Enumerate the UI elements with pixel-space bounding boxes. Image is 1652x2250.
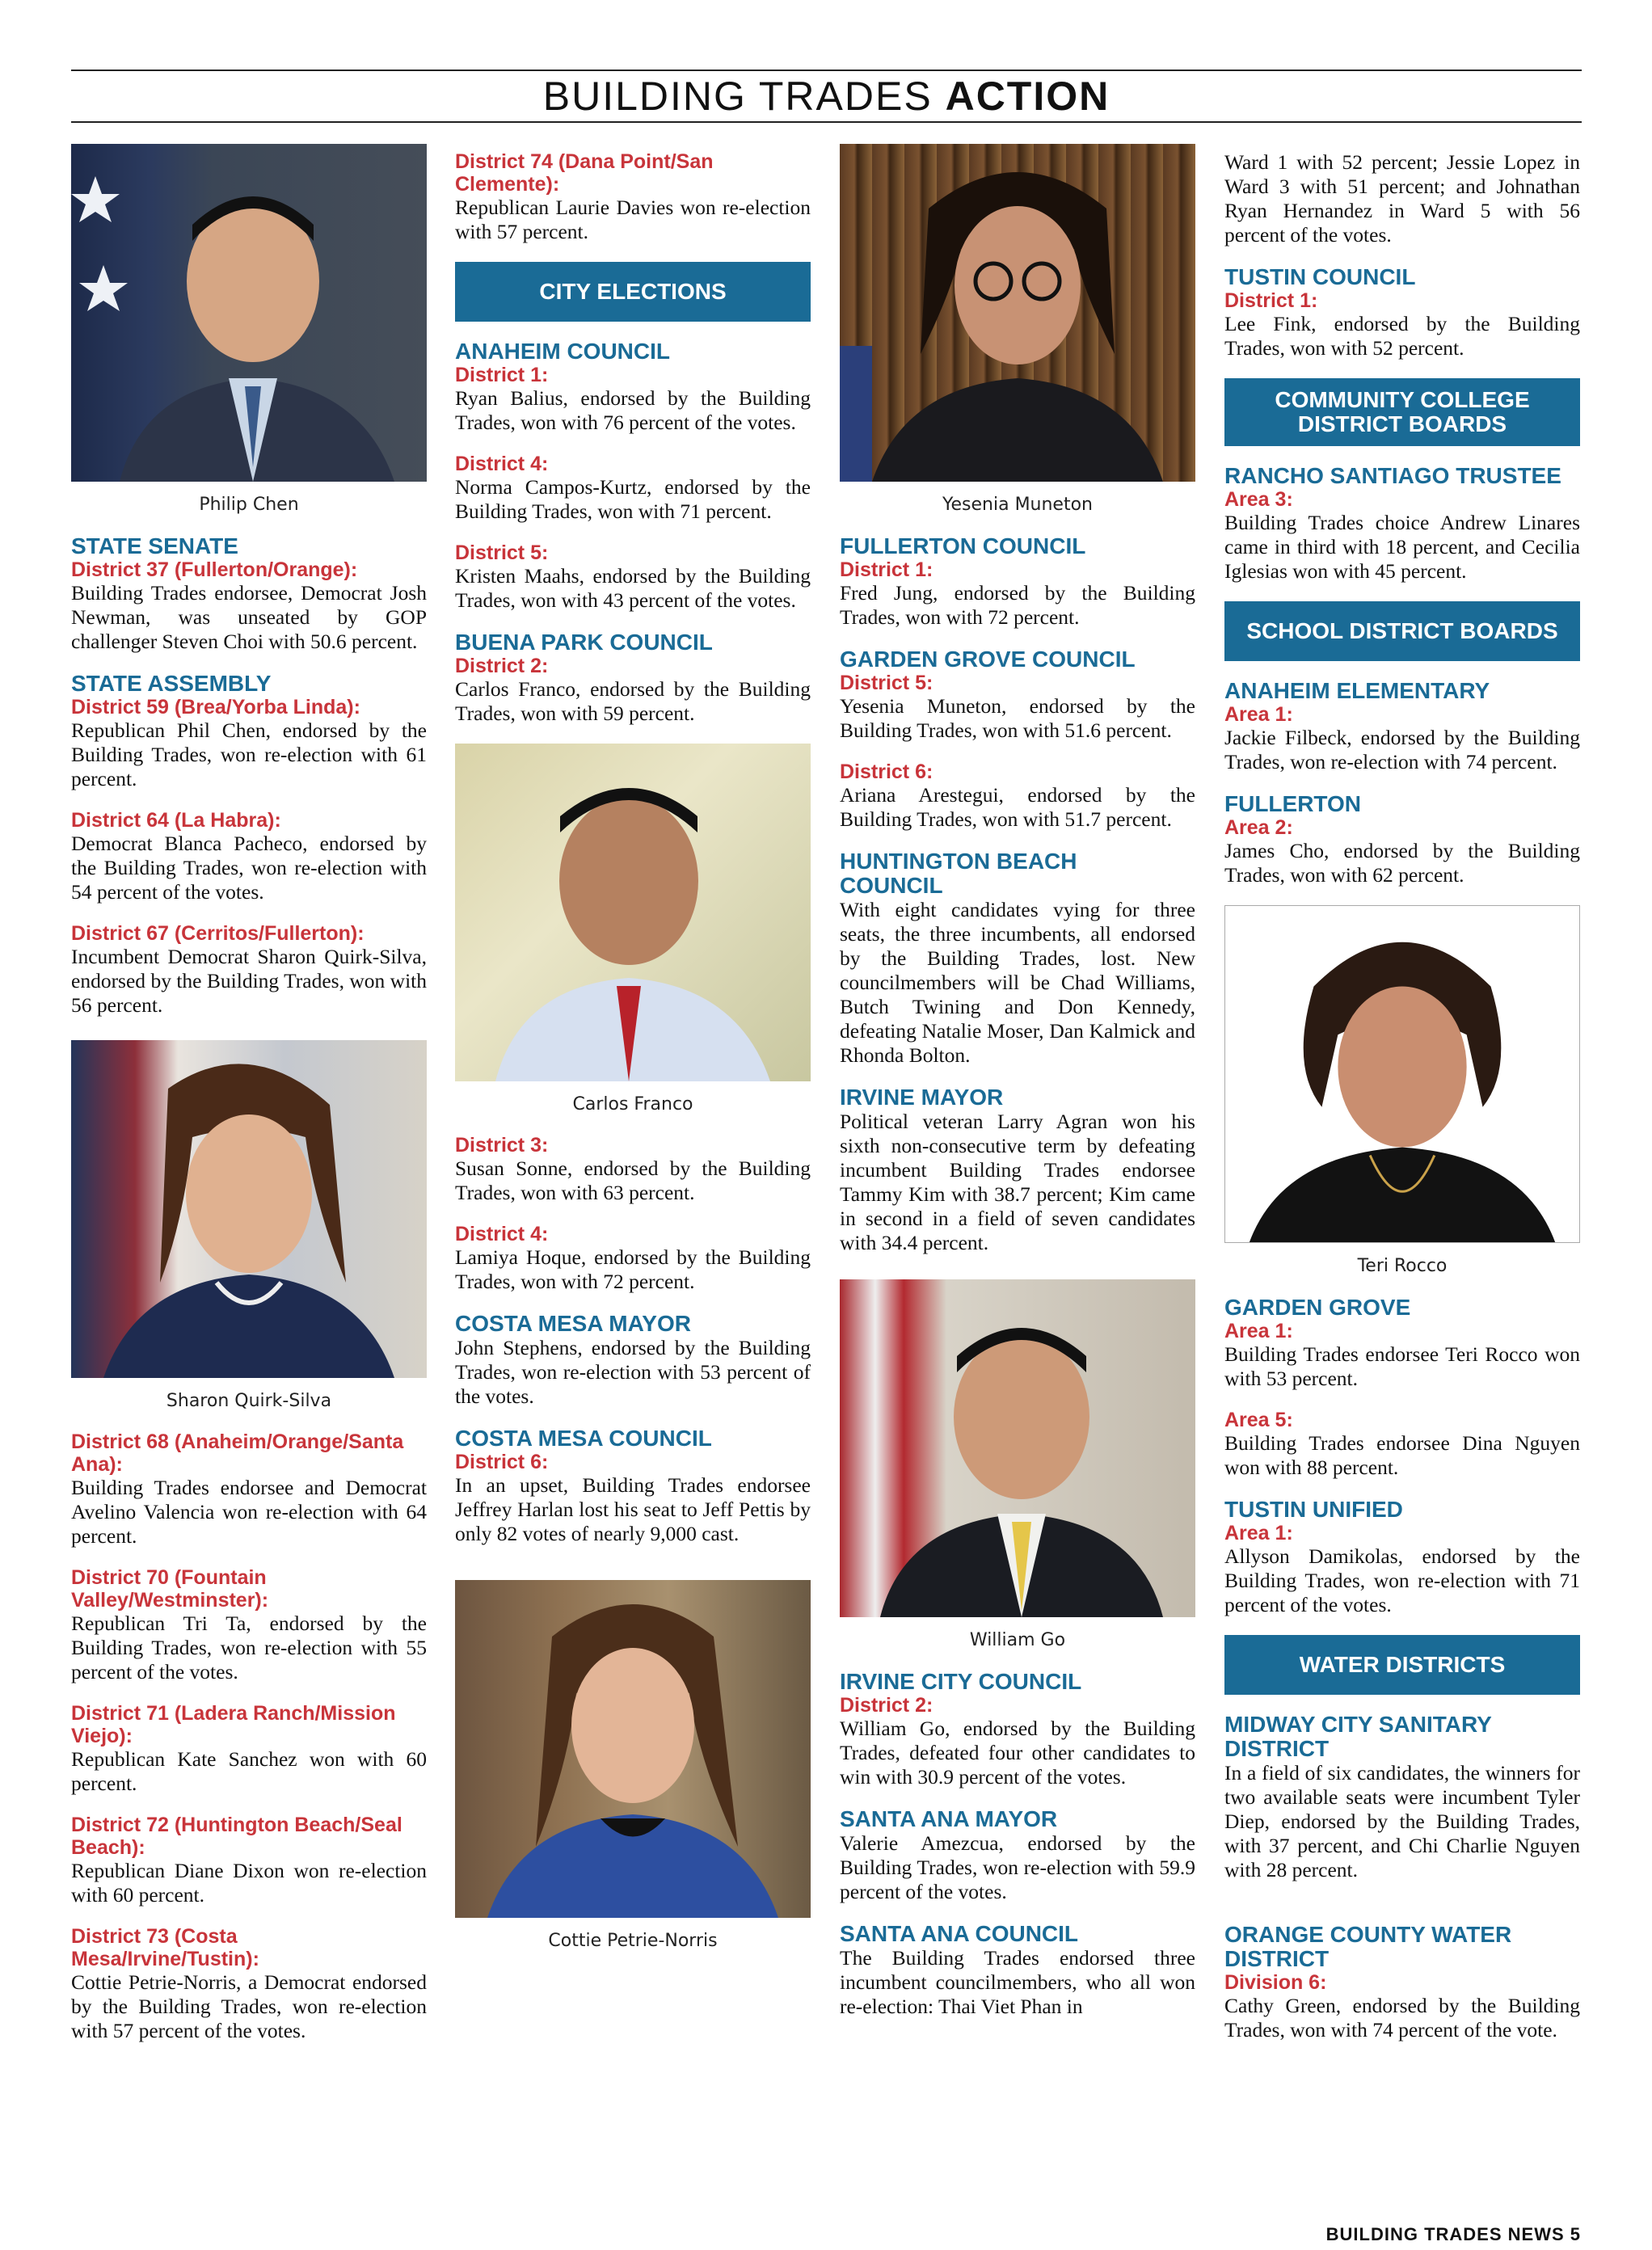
text-santa-ana-council-cont: Ward 1 with 52 percent; Jessie Lopez in Ward 3 with 51 percent; and Johnathan Ryan Hernandez in Ward 5 with 56 percent of the votes. (1224, 150, 1580, 246)
subheading-ae-a1: Area 1: (1224, 703, 1293, 726)
text-fullerton-a2: James Cho, endorsed by the Building Trades, won with 62 percent. (1224, 839, 1580, 887)
text-gg-d6: Ariana Arestegui, endorsed by the Building Trades, won with 51.7 percent. (840, 783, 1195, 831)
heading-garden-grove-school: GARDEN GROVE (1224, 1295, 1411, 1320)
text-buena-d4: Lamiya Hoque, endorsed by the Building Trades, won with 72 percent. (455, 1245, 811, 1293)
text-buena-d2: Carlos Franco, endorsed by the Building Trades, won with 59 percent. (455, 677, 811, 725)
subheading-d59: District 59 (Brea/Yorba Linda): (71, 696, 360, 718)
subheading-anaheim-d4: District 4: (455, 453, 549, 475)
text-anaheim-d5: Kristen Maahs, endorsed by the Building Trades, won with 43 percent of the votes. (455, 564, 811, 612)
text-d67: Incumbent Democrat Sharon Quirk-Silva, endorsed by the Building Trades, won with 56 percent. (71, 945, 427, 1017)
heading-garden-grove-council: GARDEN GROVE COUNCIL (840, 647, 1136, 672)
subheading-d70: District 70 (Fountain Valley/Westminster): (71, 1566, 269, 1612)
band-water-districts: WATER DISTRICTS (1224, 1635, 1580, 1695)
title-bold: ACTION (945, 74, 1110, 119)
caption-teri-rocco: Teri Rocco (1357, 1256, 1448, 1276)
heading-rancho-santiago: RANCHO SANTIAGO TRUSTEE (1224, 463, 1561, 488)
band-city-elections: CITY ELECTIONS (455, 262, 811, 322)
text-gg-a1: Building Trades endorsee Teri Rocco won with 53 percent. (1224, 1342, 1580, 1390)
text-d68: Building Trades endorsee and Democrat Avelino Valencia won re-election with 64 percent. (71, 1476, 427, 1548)
subheading-irvine-d2: District 2: (840, 1694, 933, 1717)
column-2 (455, 150, 811, 1970)
text-gg-a5: Building Trades endorsee Dina Nguyen won with 88 percent. (1224, 1431, 1580, 1479)
photo-sharon-quirk-silva (71, 1040, 427, 1378)
subheading-d72: District 72 (Huntington Beach/Seal Beach): (71, 1814, 402, 1859)
photo-william-go (840, 1279, 1195, 1617)
photo-carlos-franco (455, 744, 811, 1081)
subheading-gg-a5: Area 5: (1224, 1409, 1293, 1431)
subheading-d73: District 73 (Costa Mesa/Irvine/Tustin): (71, 1925, 259, 1970)
text-d64: Democrat Blanca Pacheco, endorsed by the Building Trades, won re-election with 54 percent of the votes. (71, 832, 427, 904)
text-santa-ana-mayor: Valerie Amezcua, endorsed by the Building Trades, won re-election with 59.9 percent of the votes. (840, 1831, 1195, 1903)
subheading-d64: District 64 (La Habra): (71, 809, 281, 832)
subheading-fullerton-a2: Area 2: (1224, 816, 1293, 839)
column-3 (840, 144, 1195, 2037)
heading-tustin-council: TUSTIN COUNCIL (1224, 264, 1416, 289)
text-costa-mesa-d6: In an upset, Building Trades endorsee Jeffrey Harlan lost his seat to Jeff Pettis by only 82 votes of nearly 9,000 cast. (455, 1473, 811, 1545)
subheading-rancho-a3: Area 3: (1224, 488, 1293, 511)
heading-fullerton-council: FULLERTON COUNCIL (840, 533, 1086, 558)
text-irvine-mayor: Political veteran Larry Agran won his sixth non-consecutive term by defeating incumbent Building Trades endorsee Tammy Kim with 38.7 percent; Kim came in second in a field of seven candidates with 34.4 percent. (840, 1110, 1195, 1254)
heading-santa-ana-council: SANTA ANA COUNCIL (840, 1921, 1079, 1946)
heading-anaheim-elementary: ANAHEIM ELEMENTARY (1224, 678, 1490, 703)
text-anaheim-d4: Norma Campos-Kurtz, endorsed by the Building Trades, won with 71 percent. (455, 475, 811, 523)
heading-state-senate: STATE SENATE (71, 533, 238, 558)
heading-ocwd: ORANGE COUNTY WATER DISTRICT (1224, 1922, 1512, 1971)
text-irvine-d2: William Go, endorsed by the Building Trades, defeated four other candidates to win with 30.9 percent of the votes. (840, 1717, 1195, 1789)
text-d73: Cottie Petrie-Norris, a Democrat endorsed by the Building Trades, won re-election with 57 percent of the votes. (71, 1970, 427, 2042)
title-underline (71, 121, 1582, 123)
column-4 (1224, 150, 1580, 2060)
text-buena-d3: Susan Sonne, endorsed by the Building Trades, won with 63 percent. (455, 1157, 811, 1204)
subheading-buena-d4: District 4: (455, 1223, 549, 1245)
heading-midway-city: MIDWAY CITY SANITARY DISTRICT (1224, 1712, 1492, 1761)
title-light: BUILDING TRADES (542, 74, 933, 119)
band-community-college: COMMUNITY COLLEGE DISTRICT BOARDS (1224, 378, 1580, 446)
subheading-anaheim-d1: District 1: (455, 364, 549, 386)
subheading-gg-d6: District 6: (840, 761, 933, 783)
text-d37: Building Trades endorsee, Democrat Josh Newman, was unseated by GOP challenger Steven Choi with 50.6 percent. (71, 581, 427, 653)
page-title (71, 73, 1582, 120)
text-huntington-beach: With eight candidates vying for three seats, the three incumbents, all endorsed by the Building Trades, lost. New councilmembers will be Chad Williams, Butch Twining and Don Kennedy, defeating Natalie Moser, Dan Kalmick and Rhonda Bolton. (840, 898, 1195, 1067)
page-footer: BUILDING TRADES NEWS 5 (1325, 2224, 1581, 2244)
text-tu-a1: Allyson Damikolas, endorsed by the Building Trades, won re-election with 71 percent of the votes. (1224, 1544, 1580, 1616)
subheading-fullerton-d1: District 1: (840, 558, 933, 581)
photo-teri-rocco (1224, 905, 1580, 1243)
text-costa-mesa-mayor: John Stephens, endorsed by the Building Trades, won re-election with 53 percent of the votes. (455, 1336, 811, 1408)
caption-sharon-quirk-silva: Sharon Quirk-Silva (166, 1391, 332, 1411)
subheading-tustin-d1: District 1: (1224, 289, 1318, 312)
caption-william-go: William Go (969, 1630, 1066, 1650)
text-d72: Republican Diane Dixon won re-election with 60 percent. (71, 1859, 427, 1907)
subheading-d74: District 74 (Dana Point/San Clemente): (455, 150, 714, 196)
heading-costa-mesa-mayor: COSTA MESA MAYOR (455, 1311, 691, 1336)
subheading-d37: District 37 (Fullerton/Orange): (71, 558, 358, 581)
heading-costa-mesa-council: COSTA MESA COUNCIL (455, 1426, 712, 1451)
text-d70: Republican Tri Ta, endorsed by the Building Trades, won re-election with 55 percent of the votes. (71, 1612, 427, 1683)
subheading-d71: District 71 (Ladera Ranch/Mission Viejo): (71, 1702, 396, 1747)
subheading-gg-a1: Area 1: (1224, 1320, 1293, 1342)
subheading-d68: District 68 (Anaheim/Orange/Santa Ana): (71, 1430, 404, 1476)
column-1 (71, 144, 427, 2061)
heading-tustin-unified: TUSTIN UNIFIED (1224, 1497, 1403, 1522)
subheading-anaheim-d5: District 5: (455, 541, 549, 564)
top-rule (71, 70, 1582, 71)
heading-anaheim-council: ANAHEIM COUNCIL (455, 339, 670, 364)
heading-irvine-city-council: IRVINE CITY COUNCIL (840, 1669, 1082, 1694)
heading-state-assembly: STATE ASSEMBLY (71, 671, 272, 696)
text-d59: Republican Phil Chen, endorsed by the Building Trades, won re-election with 61 percent. (71, 718, 427, 790)
text-ocwd-d6: Cathy Green, endorsed by the Building Trades, won with 74 percent of the vote. (1224, 1994, 1580, 2041)
text-ae-a1: Jackie Filbeck, endorsed by the Building Trades, won re-election with 74 percent. (1224, 726, 1580, 773)
text-d71: Republican Kate Sanchez won with 60 percent. (71, 1747, 427, 1795)
subheading-tu-a1: Area 1: (1224, 1522, 1293, 1544)
text-anaheim-d1: Ryan Balius, endorsed by the Building Trades, won with 76 percent of the votes. (455, 386, 811, 434)
caption-philip-chen: Philip Chen (199, 495, 299, 515)
heading-irvine-mayor: IRVINE MAYOR (840, 1085, 1004, 1110)
text-rancho-a3: Building Trades choice Andrew Linares came in third with 18 percent, and Cecilia Iglesias won with 45 percent. (1224, 511, 1580, 583)
subheading-costa-mesa-d6: District 6: (455, 1451, 549, 1473)
photo-yesenia-muneton (840, 144, 1195, 482)
text-gg-d5: Yesenia Muneton, endorsed by the Building Trades, won with 51.6 percent. (840, 694, 1195, 742)
subheading-buena-d3: District 3: (455, 1134, 549, 1157)
subheading-gg-d5: District 5: (840, 672, 933, 694)
subheading-buena-d2: District 2: (455, 655, 549, 677)
text-d74: Republican Laurie Davies won re-election with 57 percent. (455, 196, 811, 243)
photo-cottie-petrie-norris (455, 1580, 811, 1918)
heading-santa-ana-mayor: SANTA ANA MAYOR (840, 1806, 1058, 1831)
photo-philip-chen (71, 144, 427, 482)
heading-buena-park-council: BUENA PARK COUNCIL (455, 630, 713, 655)
text-midway-city: In a field of six candidates, the winners for two available seats were incumbent Tyler Diep, endorsed by the Building Trades, with 37 percent, and Chi Charlie Nguyen with 28 percent. (1224, 1761, 1580, 1881)
text-tustin-d1: Lee Fink, endorsed by the Building Trades, won with 52 percent. (1224, 312, 1580, 360)
subheading-d67: District 67 (Cerritos/Fullerton): (71, 922, 365, 945)
subheading-ocwd-d6: Division 6: (1224, 1971, 1327, 1994)
heading-fullerton-school: FULLERTON (1224, 791, 1362, 816)
caption-cottie-petrie-norris: Cottie Petrie-Norris (548, 1931, 718, 1951)
caption-yesenia-muneton: Yesenia Muneton (942, 495, 1093, 515)
text-fullerton-d1: Fred Jung, endorsed by the Building Trades, won with 72 percent. (840, 581, 1195, 629)
caption-carlos-franco: Carlos Franco (572, 1094, 693, 1114)
band-school-district: SCHOOL DISTRICT BOARDS (1224, 601, 1580, 661)
text-santa-ana-council: The Building Trades endorsed three incumbent councilmembers, who all won re-election: Thai Viet Phan in (840, 1946, 1195, 2018)
heading-huntington-beach-council: HUNTINGTON BEACH COUNCIL (840, 849, 1077, 898)
